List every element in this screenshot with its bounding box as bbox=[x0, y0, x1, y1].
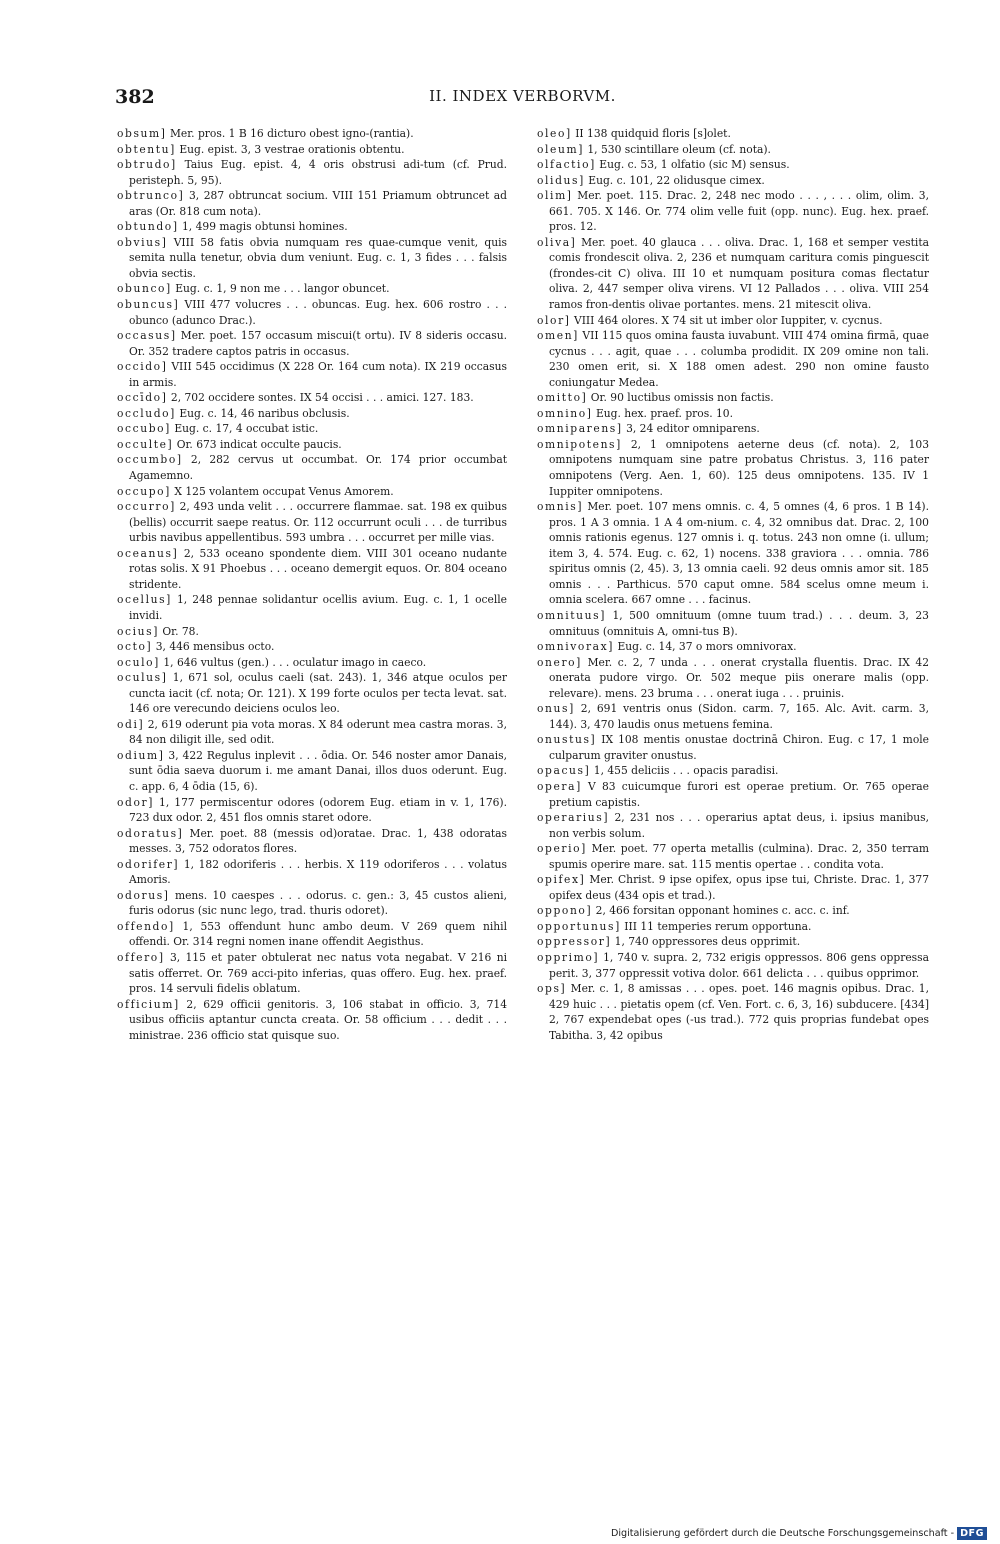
entry-headword: oppressor] bbox=[537, 935, 612, 949]
entry-text: Taius Eug. epist. 4, 4 oris obstrusi adi-tum (cf. Prud. peristeph. 5, 95). bbox=[129, 158, 507, 187]
entry-text: Mer. Christ. 9 ipse opifex, opus ipse tui, Christe. Drac. 1, 377 opifex deus (434 opis et trad.). bbox=[549, 873, 929, 902]
entry-text: 1, 182 odoriferis . . . herbis. X 119 odoriferos . . . volatus Amoris. bbox=[129, 857, 507, 887]
entry-text: 1, 248 pennae solidantur ocellis avium. Eug. c. 1, 1 ocelle invidi. bbox=[129, 593, 507, 622]
entry-headword: opportunus] bbox=[537, 919, 621, 933]
entry-headword: occurro] bbox=[117, 500, 176, 514]
index-entry bbox=[537, 763, 929, 779]
index-entry bbox=[117, 219, 507, 235]
entry-text: Mer. c. 2, 7 unda . . . onerat crystalla fluentis. Drac. IX 42 onerata pudore virgo. Or. 502 meque piis onerare malis (opp. relevare). mens. 23 bruma . . . onerat iuga . . . pruinis. bbox=[549, 655, 929, 700]
entry-text: Or. 78. bbox=[162, 624, 199, 638]
entry-text: 1, 740 oppressores deus opprimit. bbox=[614, 935, 801, 949]
left-column bbox=[117, 126, 507, 1043]
entry-headword: oculus] bbox=[117, 671, 168, 685]
index-entry bbox=[117, 670, 507, 717]
index-entry bbox=[117, 142, 507, 158]
index-entry bbox=[117, 499, 507, 546]
index-entry bbox=[537, 173, 929, 189]
entry-text: 1, 500 omnituum (omne tuum trad.) . . . deum. 3, 23 omnituus (omnituis A, omni-tus B). bbox=[549, 608, 929, 638]
entry-text: 1, 671 sol, oculus caeli (sat. 243). 1, 346 atque oculos per cuncta iacit (cf. nota; Or. 121). X 199 forte oculos per tecta levat. sat. 146 ore verecundo deiciens oculos leo. bbox=[129, 671, 507, 716]
entry-text: 2, 466 forsitan opponant homines c. acc. c. inf. bbox=[595, 904, 850, 918]
entry-headword: odorus] bbox=[117, 888, 170, 902]
entry-text: Eug. c. 14, 46 naribus obclusis. bbox=[179, 406, 350, 420]
entry-headword: onustus] bbox=[537, 733, 597, 747]
index-entry bbox=[537, 142, 929, 158]
entry-headword: odorifer] bbox=[117, 857, 180, 871]
entry-headword: oleum] bbox=[537, 142, 584, 156]
entry-text: 2, 231 nos . . . operarius aptat deus, i. ipsius manibus, non verbis solum. bbox=[549, 811, 929, 840]
entry-text: 3, 24 editor omniparens. bbox=[626, 422, 760, 436]
entry-text: Mer. pros. 1 B 16 dicturo obest igno-(rantia). bbox=[169, 127, 414, 140]
index-entry bbox=[117, 188, 507, 219]
running-title: II. INDEX VERBORVM. bbox=[429, 87, 616, 105]
index-entry bbox=[537, 157, 929, 173]
index-entry bbox=[537, 841, 929, 872]
entry-headword: obtrunco] bbox=[117, 189, 185, 203]
entry-text: VII 115 quos omina fausta iuvabunt. VIII 474 omina firmā, quae cycnus . . . agit, quae . . . columba prodidit. IX 209 omine non tali. 230 omen erit, si. X 188 omen adest. 290 non omine fausto coniungatur Medea. bbox=[549, 329, 929, 389]
index-entry bbox=[117, 390, 507, 406]
index-entry bbox=[537, 810, 929, 841]
entry-text: 1, 646 vultus (gen.) . . . oculatur imago in caeco. bbox=[163, 655, 427, 669]
entry-text: Mer. poet. 88 (messis od)oratae. Drac. 1, 438 odoratas messes. 3, 752 odoratos flores. bbox=[129, 826, 507, 856]
entry-headword: occido] bbox=[117, 360, 168, 374]
index-entry bbox=[117, 421, 507, 437]
entry-headword: obtundo] bbox=[117, 220, 179, 234]
entry-headword: oleo] bbox=[537, 127, 572, 140]
entry-text: 1, 455 deliciis . . . opacis paradisi. bbox=[593, 764, 779, 778]
entry-headword: occīdo] bbox=[117, 391, 168, 405]
index-entry bbox=[537, 235, 929, 313]
page-header bbox=[115, 86, 930, 112]
entry-headword: occludo] bbox=[117, 406, 176, 420]
entry-headword: octo] bbox=[117, 640, 153, 654]
entry-text: Eug. c. 53, 1 olfatio (sic M) sensus. bbox=[599, 158, 790, 172]
entry-text: X 125 volantem occupat Venus Amorem. bbox=[174, 484, 394, 498]
index-entry bbox=[117, 857, 507, 888]
index-entry bbox=[117, 452, 507, 483]
index-entry bbox=[117, 281, 507, 297]
index-entry bbox=[117, 717, 507, 748]
entry-text: Mer. poet. 115. Drac. 2, 248 nec modo . . . , . . . olim, olim. 3, 661. 705. X 146. Or. 774 olim velle fuit (opp. nunc). Eug. hex. praef. pros. 12. bbox=[549, 189, 929, 234]
entry-headword: olidus] bbox=[537, 173, 585, 187]
entry-headword: oppono] bbox=[537, 904, 593, 918]
entry-headword: occulte] bbox=[117, 437, 174, 451]
entry-headword: operio] bbox=[537, 842, 587, 856]
entry-text: 2, 691 ventris onus (Sidon. carm. 7, 165. Alc. Avit. carm. 3, 144). 3, 470 laudis onus metuens femina. bbox=[549, 702, 930, 731]
entry-text: Mer. poet. 40 glauca . . . oliva. Drac. 1, 168 et semper vestita comis frondescit oliva. 2, 236 et numquam caritura comis pinguescit (frondes-cit C) oliva. III 10 et numquam positura comas flectatur oliva. 2, 447 semper oliva virens. VI 12 Pallados . . . oliva. VIII 254 ramos fron-dentis olivae portantes. mens. 21 mitescit oliva. bbox=[549, 235, 930, 312]
dfg-logo: DFG bbox=[957, 1527, 987, 1540]
index-entry bbox=[117, 826, 507, 857]
entry-text: VIII 477 volucres . . . obuncas. Eug. hex. 606 rostro . . . obunco (adunco Drac.). bbox=[129, 298, 507, 327]
entry-headword: oceanus] bbox=[117, 546, 179, 560]
entry-text: VIII 58 fatis obvia numquam res quae-cumque venit, quis semita nulla tenetur, obvia dum veniunt. Eug. c. 1, 3 fides . . . falsis obvia sectis. bbox=[129, 235, 507, 280]
index-entry bbox=[537, 328, 929, 390]
entry-headword: omnituus] bbox=[537, 608, 606, 622]
page-number: 382 bbox=[115, 86, 155, 108]
entry-headword: olfactio] bbox=[537, 158, 596, 172]
index-entry bbox=[117, 126, 507, 142]
index-entry bbox=[537, 655, 929, 702]
entry-headword: officium] bbox=[117, 997, 180, 1011]
entry-text: Eug. hex. praef. pros. 10. bbox=[595, 406, 733, 420]
entry-text: 3, 287 obtruncat socium. VIII 151 Priamum obtruncet ad aras (Or. 818 cum nota). bbox=[129, 189, 507, 218]
index-entry bbox=[537, 437, 929, 499]
entry-text: Or. 90 luctibus omissis non factis. bbox=[590, 391, 774, 405]
entry-headword: odium] bbox=[117, 748, 165, 762]
entry-text: 3, 115 et pater obtulerat nec natus vota negabat. V 216 ni satis offerret. Or. 769 acci-pito inferias, quas offero. Eug. hex. praef. pros. 14 servuli fidelis oblatum. bbox=[129, 950, 507, 996]
footer-credit bbox=[611, 1527, 987, 1540]
entry-headword: offero] bbox=[117, 950, 165, 964]
index-entry bbox=[117, 655, 507, 671]
entry-text: VIII 464 olores. X 74 sit ut imber olor Iuppiter, v. cycnus. bbox=[573, 313, 883, 327]
index-entry bbox=[537, 903, 929, 919]
index-entry bbox=[117, 795, 507, 826]
index-entry bbox=[117, 919, 507, 950]
index-entry bbox=[117, 235, 507, 282]
index-entry bbox=[117, 437, 507, 453]
entry-headword: omniparens] bbox=[537, 422, 623, 436]
right-column bbox=[537, 126, 929, 1043]
entry-headword: opprimo] bbox=[537, 950, 600, 964]
entry-text: mens. 10 caespes . . . odorus. c. gen.: 3, 45 custos alieni, furis odorus (sic nunc lego, trad. thuris odoret). bbox=[129, 888, 507, 918]
index-entry bbox=[117, 639, 507, 655]
index-entry bbox=[537, 934, 929, 950]
entry-text: Eug. c. 101, 22 olidusque cimex. bbox=[588, 173, 765, 187]
entry-text: III 11 temperies rerum opportuna. bbox=[624, 919, 812, 933]
entry-headword: obvius] bbox=[117, 235, 168, 249]
index-entry bbox=[537, 390, 929, 406]
entry-text: V 83 cuicumque furori est operae pretium. Or. 765 operae pretium capistis. bbox=[549, 779, 930, 809]
entry-text: 1, 740 v. supra. 2, 732 erigis oppressos. 806 gens oppressa perit. 3, 377 oppressit votiva dolor. 661 delicta . . . quibus opprimor. bbox=[549, 950, 929, 980]
index-entry bbox=[537, 639, 929, 655]
entry-headword: opacus] bbox=[537, 764, 591, 778]
index-entry bbox=[537, 919, 929, 935]
entry-headword: offendo] bbox=[117, 919, 175, 933]
index-entry bbox=[117, 297, 507, 328]
entry-headword: obunco] bbox=[117, 282, 172, 296]
entry-text: 2, 533 oceano spondente diem. VIII 301 oceano nudante rotas solis. X 91 Phoebus . . . oceano demergit equos. Or. 804 oceano stridente. bbox=[129, 546, 507, 591]
entry-text: 1, 499 magis obtunsi homines. bbox=[182, 220, 348, 234]
entry-text: IX 108 mentis onustae doctrinā Chiron. Eug. c 17, 1 mole culparum graviter onustus. bbox=[549, 733, 929, 762]
entry-headword: ocellus] bbox=[117, 593, 172, 607]
entry-headword: occupo] bbox=[117, 484, 171, 498]
index-entry bbox=[117, 406, 507, 422]
entry-text: 2, 282 cervus ut occumbat. Or. 174 prior occumbat Agamemno. bbox=[129, 453, 507, 483]
index-entry bbox=[537, 950, 929, 981]
index-entry bbox=[117, 157, 507, 188]
entry-text: Eug. c. 1, 9 non me . . . langor obuncet. bbox=[175, 282, 390, 296]
entry-text: Mer. poet. 107 mens omnis. c. 4, 5 omnes (4, 6 pros. 1 B 14). pros. 1 A 3 omnia. 1 A 4 om-nium. c. 4, 32 omnibus dat. Drac. 2, 100 omnis rationis egenus. 127 omnis i. q. totus. 243 non omne (i. ullum; item 3, 4. 574. Eug. c. 62, 1) nocens. 338 graviora . . . omnia. 786 spiritus omnis (2, 45). 3, 13 omnia caeli. 92 deus omnis amor sit. 185 omnis . . . Parthicus. 570 caput omne. 584 scelus omne meum i. omnia scelera. 667 omne . . . facinus. bbox=[549, 500, 929, 607]
entry-text: 2, 1 omnipotens aeterne deus (cf. nota). 2, 103 omnipotens numquam sine patre probatus Christus. 3, 116 pater omnipotens (Verg. Aen. 1, 60). 125 deus omnipotens. 135. IV 1 Iuppiter omnipotens. bbox=[549, 437, 929, 498]
entry-text: 2, 619 oderunt pia vota moras. X 84 oderunt mea castra moras. 3, 84 non diligit ille, sed odit. bbox=[129, 717, 507, 747]
entry-headword: obtentu] bbox=[117, 142, 176, 156]
entry-headword: opifex] bbox=[537, 873, 586, 887]
entry-headword: omnipotens] bbox=[537, 437, 622, 451]
entry-text: 2, 629 officii genitoris. 3, 106 stabat in officio. 3, 714 usibus officiis aptantur cuncta creata. Or. 58 officium . . . dedit . . . ministrae. 236 officio stat quisque suo. bbox=[129, 997, 507, 1042]
index-entry bbox=[537, 406, 929, 422]
entry-text: 3, 446 mensibus octo. bbox=[155, 640, 275, 654]
entry-text: Eug. c. 17, 4 occubat istic. bbox=[174, 422, 319, 436]
index-entry bbox=[537, 732, 929, 763]
index-entry bbox=[537, 188, 929, 235]
index-entry bbox=[117, 546, 507, 593]
index-entry bbox=[537, 313, 929, 329]
entry-headword: oliva] bbox=[537, 235, 577, 249]
entry-headword: omnino] bbox=[537, 406, 593, 420]
index-entry bbox=[117, 997, 507, 1044]
entry-text: Mer. poet. 77 operta metallis (culmina). Drac. 2, 350 terram spumis operire mare. sat. 115 mentis opertae . . condita vota. bbox=[549, 842, 929, 871]
entry-headword: occumbo] bbox=[117, 453, 183, 467]
index-entry bbox=[537, 499, 929, 608]
entry-text: 1, 553 offendunt hunc ambo deum. V 269 quem nihil offendi. Or. 314 regni nomen inane offendit Aegisthus. bbox=[129, 919, 507, 949]
index-entry bbox=[117, 950, 507, 997]
index-entry bbox=[117, 359, 507, 390]
entry-headword: obuncus] bbox=[117, 298, 180, 312]
entry-headword: oculo] bbox=[117, 655, 160, 669]
index-entry bbox=[117, 592, 507, 623]
entry-headword: ocius] bbox=[117, 624, 159, 638]
index-entry bbox=[537, 779, 929, 810]
entry-text: Mer. c. 1, 8 amissas . . . opes. poet. 146 magnis opibus. Drac. 1, 429 huic . . . pietatis opem (cf. Ven. Fort. c. 6, 3, 16) subducere. [434] 2, 767 expendebat opes (-us trad.). 772 quis proprias fundebat opes Tabitha. 3, 42 opibus bbox=[549, 982, 929, 1042]
entry-text: II 138 quidquid floris [s]olet. bbox=[575, 127, 731, 140]
index-entry bbox=[117, 328, 507, 359]
entry-text: 2, 493 unda velit . . . occurrere flammae. sat. 198 ex quibus (bellis) occurrit saepe reatus. Or. 112 occurrunt oculi . . . de turribus urbis navibus appellentibus. 593 umbra . . . occurret per mille vias. bbox=[129, 500, 507, 545]
index-entry bbox=[117, 624, 507, 640]
index-entry bbox=[537, 701, 929, 732]
entry-headword: occasus] bbox=[117, 329, 177, 343]
entry-text: Or. 673 indicat occulte paucis. bbox=[176, 437, 342, 451]
entry-headword: odor] bbox=[117, 795, 154, 809]
index-entry bbox=[537, 126, 929, 142]
entry-headword: omnis] bbox=[537, 500, 584, 514]
entry-headword: omitto] bbox=[537, 391, 588, 405]
footer-credit-text: Digitalisierung gefördert durch die Deutsche Forschungsgemeinschaft - bbox=[610, 1528, 955, 1539]
entry-headword: omen] bbox=[537, 329, 579, 343]
entry-text: Mer. poet. 157 occasum miscui(t ortu). IV 8 sideris occasu. Or. 352 tradere captos patris in occasus. bbox=[129, 329, 507, 358]
entry-text: Eug. c. 14, 37 o mors omnivorax. bbox=[617, 640, 797, 654]
entry-headword: onus] bbox=[537, 702, 575, 716]
entry-headword: omnivorax] bbox=[537, 640, 615, 654]
index-entry bbox=[117, 748, 507, 795]
entry-headword: obtrudo] bbox=[117, 158, 177, 172]
entry-text: 1, 177 permiscentur odores (odorem Eug. etiam in v. 1, 176). 723 dux odor. 2, 451 flos omnis staret odore. bbox=[129, 795, 507, 825]
entry-headword: olim] bbox=[537, 189, 573, 203]
entry-headword: occubo] bbox=[117, 422, 171, 436]
entry-headword: odoratus] bbox=[117, 826, 184, 840]
entry-headword: obsum] bbox=[117, 127, 167, 140]
entry-text: VIII 545 occidimus (X 228 Or. 164 cum nota). IX 219 occasus in armis. bbox=[129, 360, 507, 389]
index-entry bbox=[537, 872, 929, 903]
index-entry bbox=[537, 608, 929, 639]
entry-text: 1, 530 scintillare oleum (cf. nota). bbox=[587, 142, 771, 156]
index-entry bbox=[117, 484, 507, 500]
entry-headword: odi] bbox=[117, 717, 145, 731]
index-entry bbox=[117, 888, 507, 919]
index-entry bbox=[537, 421, 929, 437]
entry-headword: olor] bbox=[537, 313, 571, 327]
entry-text: 3, 422 Regulus inplevit . . . ōdia. Or. 546 noster amor Danais, sunt ōdia saeva duorum i. me amant Danai, illos duos oderunt. Eug. c. app. 6, 4 ōdia (15, 6). bbox=[129, 748, 507, 793]
entry-headword: operarius] bbox=[537, 811, 610, 825]
index-entry bbox=[537, 981, 929, 1043]
entry-headword: ops] bbox=[537, 982, 567, 996]
entry-headword: onero] bbox=[537, 655, 582, 669]
entry-text: 2, 702 occidere sontes. IX 54 occisi . . . amici. 127. 183. bbox=[170, 391, 474, 405]
entry-headword: opera] bbox=[537, 779, 582, 793]
entry-text: Eug. epist. 3, 3 vestrae orationis obtentu. bbox=[179, 142, 405, 156]
